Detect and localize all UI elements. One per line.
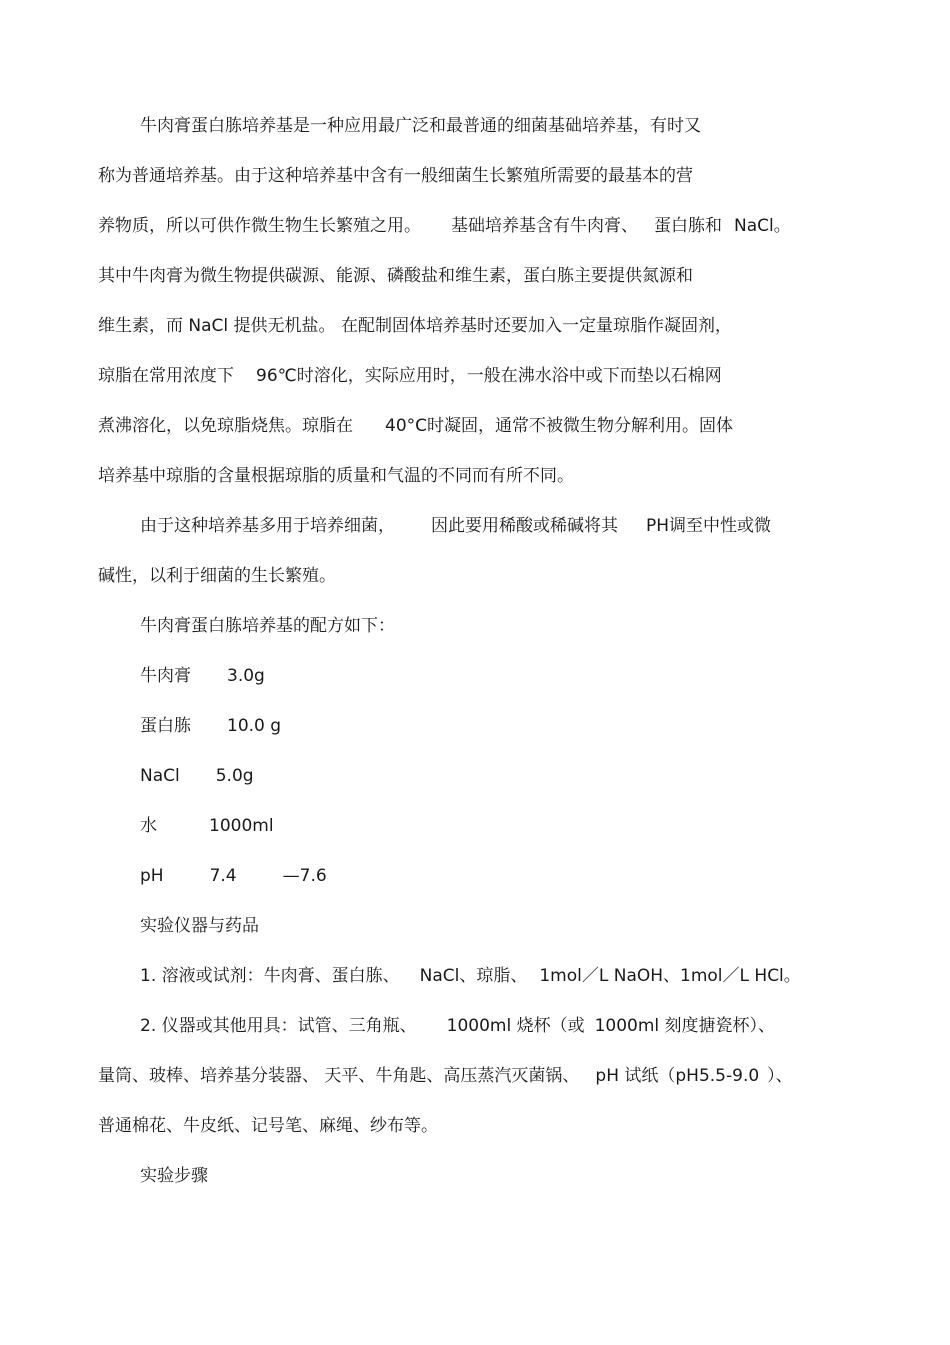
paragraph-line: 量筒、玻棒、培养基分装器、 天平、牛角匙、高压蒸汽灭菌锅、 pH 试纸（pH5.5-9.0 ）、 bbox=[98, 1066, 793, 1086]
paragraph-line: 称为普通培养基。由于这种培养基中含有一般细菌生长繁殖所需要的最基本的营 bbox=[98, 166, 693, 186]
formula-item: NaCl 5.0g bbox=[140, 766, 254, 786]
ph-range: pH 7.4 —7.6 bbox=[140, 866, 327, 886]
paragraph-line: 养物质，所以可供作微生物生长繁殖之用。 基础培养基含有牛肉膏、 蛋白胨和 NaCl。 bbox=[98, 216, 791, 236]
paragraph-line: 维生素，而 NaCl 提供无机盐。 在配制固体培养基时还要加入一定量琼脂作凝固剂， bbox=[98, 316, 732, 336]
section-heading: 实验步骤 bbox=[140, 1166, 208, 1186]
paragraph-line: 其中牛肉膏为微生物提供碳源、能源、磷酸盐和维生素，蛋白胨主要提供氮源和 bbox=[98, 266, 693, 286]
paragraph-line: 煮沸溶化，以免琼脂烧焦。琼脂在 40°C时凝固，通常不被微生物分解利用。固体 bbox=[98, 416, 734, 436]
paragraph-line: 牛肉膏蛋白胨培养基是一种应用最广泛和最普通的细菌基础培养基，有时又 bbox=[140, 116, 701, 136]
list-item: 1. 溶液或试剂：牛肉膏、蛋白胨、 NaCl、琼脂、 1mol／L NaOH、1mol／L HCl。 bbox=[140, 966, 801, 986]
paragraph-line: 培养基中琼脂的含量根据琼脂的质量和气温的不同而有所不同。 bbox=[98, 466, 574, 486]
formula-item: 水 1000ml bbox=[140, 816, 274, 836]
list-item: 2. 仪器或其他用具：试管、三角瓶、 1000ml 烧杯（或 1000ml 刻度搪瓷杯）、 bbox=[140, 1016, 776, 1036]
formula-item: 蛋白胨 10.0 g bbox=[140, 716, 282, 736]
formula-item: 牛肉膏 3.0g bbox=[140, 666, 265, 686]
paragraph-line: 琼脂在常用浓度下 96℃时溶化，实际应用时，一般在沸水浴中或下而垫以石棉网 bbox=[98, 366, 722, 386]
section-heading: 实验仪器与药品 bbox=[140, 916, 259, 936]
paragraph-line: 由于这种培养基多用于培养细菌， 因此要用稀酸或稀碱将其 PH调至中性或微 bbox=[140, 516, 772, 536]
formula-title: 牛肉膏蛋白胨培养基的配方如下： bbox=[140, 616, 395, 636]
paragraph-line: 碱性，以利于细菌的生长繁殖。 bbox=[98, 566, 336, 586]
paragraph-line: 普通棉花、牛皮纸、记号笔、麻绳、纱布等。 bbox=[98, 1116, 438, 1136]
